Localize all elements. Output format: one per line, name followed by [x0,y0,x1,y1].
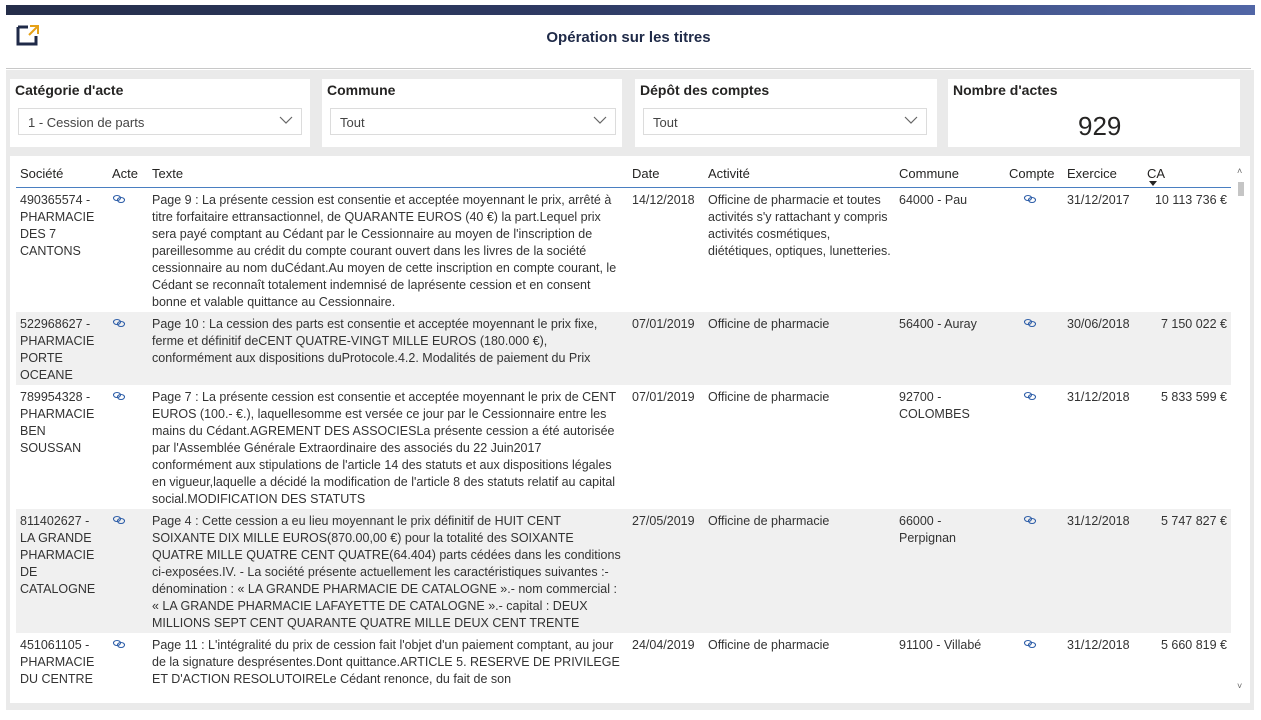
cell-societe: 522968627 - PHARMACIE PORTE OCEANE [16,312,108,385]
scroll-up-icon[interactable]: ˄ [1237,166,1243,176]
card-title: Nombre d'actes [953,82,1058,98]
cell-compte [1005,188,1063,313]
cell-texte: Page 10 : La cession des parts est consentie et acceptée moyennant le prix fixe, ferme et définitif deCENT QUATRE-VINGT MILLE EUROS (180.000 €), conformément aux dispositions duProtocole.4.2. Modalités de paiement du Prix [148,312,628,385]
table-row [16,188,1231,313]
cell-texte: Page 9 : La présente cession est consentie et acceptée moyennant le prix, arrêté à titre forfaitaire ettransactionnel, de QUARANTE EUROS (40 €) la part.Lequel prix sera payé comptant au Cédant par le Cessionnaire au moyen de l'inscription de pareillesomme au crédit du compte courant ouvert dans les livres de la société cessionnaire au nom duCédant.Au moyen de cette inscription en compte courant, le Cédant se reconnaît totalement indemnisé de laprésente cession et en consent bonne et valable quittance au Cessionnaire. [152,193,617,309]
cell-activite: Officine de pharmacie [708,638,830,652]
cell-date: 24/04/2019 [632,638,695,652]
link-icon[interactable] [1023,391,1037,401]
top-accent-bar [6,5,1255,15]
cell-acte [108,188,148,313]
cell-societe: 789954328 - PHARMACIE BEN SOUSSAN [20,390,95,455]
link-icon[interactable] [1023,515,1037,525]
link-icon[interactable] [112,318,126,328]
table-row [16,312,1231,385]
chevron-down-icon [593,115,607,125]
slicer-commune-title: Commune [327,82,396,98]
chevron-down-icon [279,115,293,125]
link-icon[interactable] [1023,194,1037,204]
cell-exercice: 31/12/2018 [1067,638,1130,652]
cell-ca: 5 747 827 € [1143,509,1231,633]
table-row [16,385,1231,509]
cell-ca: 5 833 599 € [1160,390,1227,404]
report-canvas [6,70,1254,710]
col-header-acte[interactable]: Acte [108,156,148,188]
cell-texte: Page 4 : Cette cession a eu lieu moyennant le prix définitif de HUIT CENT SOIXANTE DIX MILLE EUROS(870.00,00 €) pour la totalité des SOIXANTE QUATRE MILLE QUATRE CENT QUATRE(64.404) parts cédées dans les conditions ci-exposées.IV. - La société présente actuellement les caractéristiques suivantes :- dénomination : « LA GRANDE PHARMACIE DE CATALOGNE ».- nom commercial : « LA GRANDE PHARMACIE LAFAYETTE DE CATALOGNE ».- capital : DEUX MILLIONS SEPT CENT QUARANTE QUATRE MILLE DEUX CENT TRENTE [148,509,628,633]
cell-commune: 91100 - Villabé [899,638,982,652]
cell-societe: 490365574 - PHARMACIE DES 7 CANTONS [20,193,95,258]
report-header [6,15,1251,69]
cell-acte [108,509,148,633]
cell-activite: Officine de pharmacie et toutes activités s'y rattachant y compris activités cosmétiques, diététiques, optiques, lunetteries. [708,193,891,258]
cell-ca: 10 113 736 € [1154,193,1227,207]
col-header-activite[interactable]: Activité [704,156,895,188]
cell-activite: Officine de pharmacie [704,312,895,385]
cell-exercice: 31/12/2017 [1067,193,1130,207]
cell-texte: Page 7 : La présente cession est consentie et acceptée moyennant le prix de CENT EUROS (100.- €.), laquellesomme est versée ce jour par le Cessionnaire entre les mains du Cédant.AGREMENT DES ASSOCIESLa présente cession a été autorisée par l'Assemblée Générale Extraordinaire des associés du 22 Juin2017 conformément aux stipulations de l'article 14 des statuts et aux dispositions légales en vigueur,laquelle a décidé la modification de l'article 8 des statuts relatif au capital social.MODIFICATION DES STATUTS [152,390,616,506]
depot-dropdown-value: Tout [653,115,678,130]
cell-date: 07/01/2019 [628,312,704,385]
actes-table-panel [10,156,1250,703]
sort-descending-icon [1149,181,1157,186]
col-header-societe[interactable]: Société [16,156,108,188]
cell-commune: 92700 - COLOMBES [899,390,970,421]
col-header-exercice[interactable]: Exercice [1063,156,1143,188]
link-icon[interactable] [112,194,126,204]
categorie-dropdown-value: 1 - Cession de parts [28,115,145,130]
slicer-categorie [10,79,310,147]
cell-acte [108,385,148,509]
table-scrollbar[interactable] [1236,166,1246,691]
cell-ca: 7 150 022 € [1143,312,1231,385]
link-icon[interactable] [112,515,126,525]
cell-societe: 811402627 - LA GRANDE PHARMACIE DE CATALOGNE [16,509,108,633]
commune-dropdown[interactable] [330,108,616,135]
link-icon[interactable] [112,391,126,401]
cell-compte [1005,633,1063,689]
cell-acte [108,633,148,689]
cell-commune: 66000 - Perpignan [895,509,1005,633]
table-row [16,633,1231,689]
link-icon[interactable] [112,639,126,649]
table-row [16,509,1231,633]
slicer-depot [635,79,937,147]
scroll-thumb[interactable] [1238,182,1244,196]
slicer-categorie-title: Catégorie d'acte [15,82,124,98]
cell-date: 07/01/2019 [632,390,695,404]
cell-exercice: 31/12/2018 [1063,509,1143,633]
table-header-row [16,156,1231,188]
cell-acte [108,312,148,385]
cell-compte [1005,312,1063,385]
cell-compte [1005,509,1063,633]
cell-commune: 56400 - Auray [895,312,1005,385]
cell-activite: Officine de pharmacie [704,509,895,633]
link-icon[interactable] [1023,639,1037,649]
cell-texte: Page 11 : L'intégralité du prix de cession fait l'objet d'un paiement comptant, au jour de la signature desprésentes.Dont quittance.ARTICLE 5. RESERVE DE PRIVILEGE ET D'ACTION RESOLUTOIRELe Cédant renonce, du fait de son [152,638,620,686]
cell-date: 14/12/2018 [632,193,695,207]
col-header-date[interactable]: Date [628,156,704,188]
depot-dropdown[interactable] [643,108,927,135]
scroll-down-icon[interactable]: ˅ [1237,681,1243,691]
actes-table [16,156,1231,689]
nombre-actes-card [948,79,1240,147]
cell-date: 27/05/2019 [628,509,704,633]
col-header-texte[interactable]: Texte [148,156,628,188]
categorie-dropdown[interactable] [18,108,302,135]
cell-exercice: 31/12/2018 [1067,390,1130,404]
cell-activite: Officine de pharmacie [708,390,830,404]
cell-ca: 5 660 819 € [1160,638,1227,652]
cell-exercice: 30/06/2018 [1063,312,1143,385]
slicer-depot-title: Dépôt des comptes [640,82,770,98]
card-value: 929 [1078,111,1122,141]
commune-dropdown-value: Tout [340,115,365,130]
page-title: Opération sur les titres [546,29,711,46]
link-icon[interactable] [1023,318,1037,328]
cell-commune: 64000 - Pau [899,193,968,207]
cell-societe: 451061105 - PHARMACIE DU CENTRE [20,638,95,686]
col-header-compte[interactable]: Compte [1005,156,1063,188]
chevron-down-icon [904,115,918,125]
cell-compte [1005,385,1063,509]
slicer-commune [322,79,622,147]
col-header-ca-label: CA [1147,166,1166,181]
col-header-ca[interactable] [1143,156,1231,188]
col-header-commune[interactable]: Commune [895,156,1005,188]
